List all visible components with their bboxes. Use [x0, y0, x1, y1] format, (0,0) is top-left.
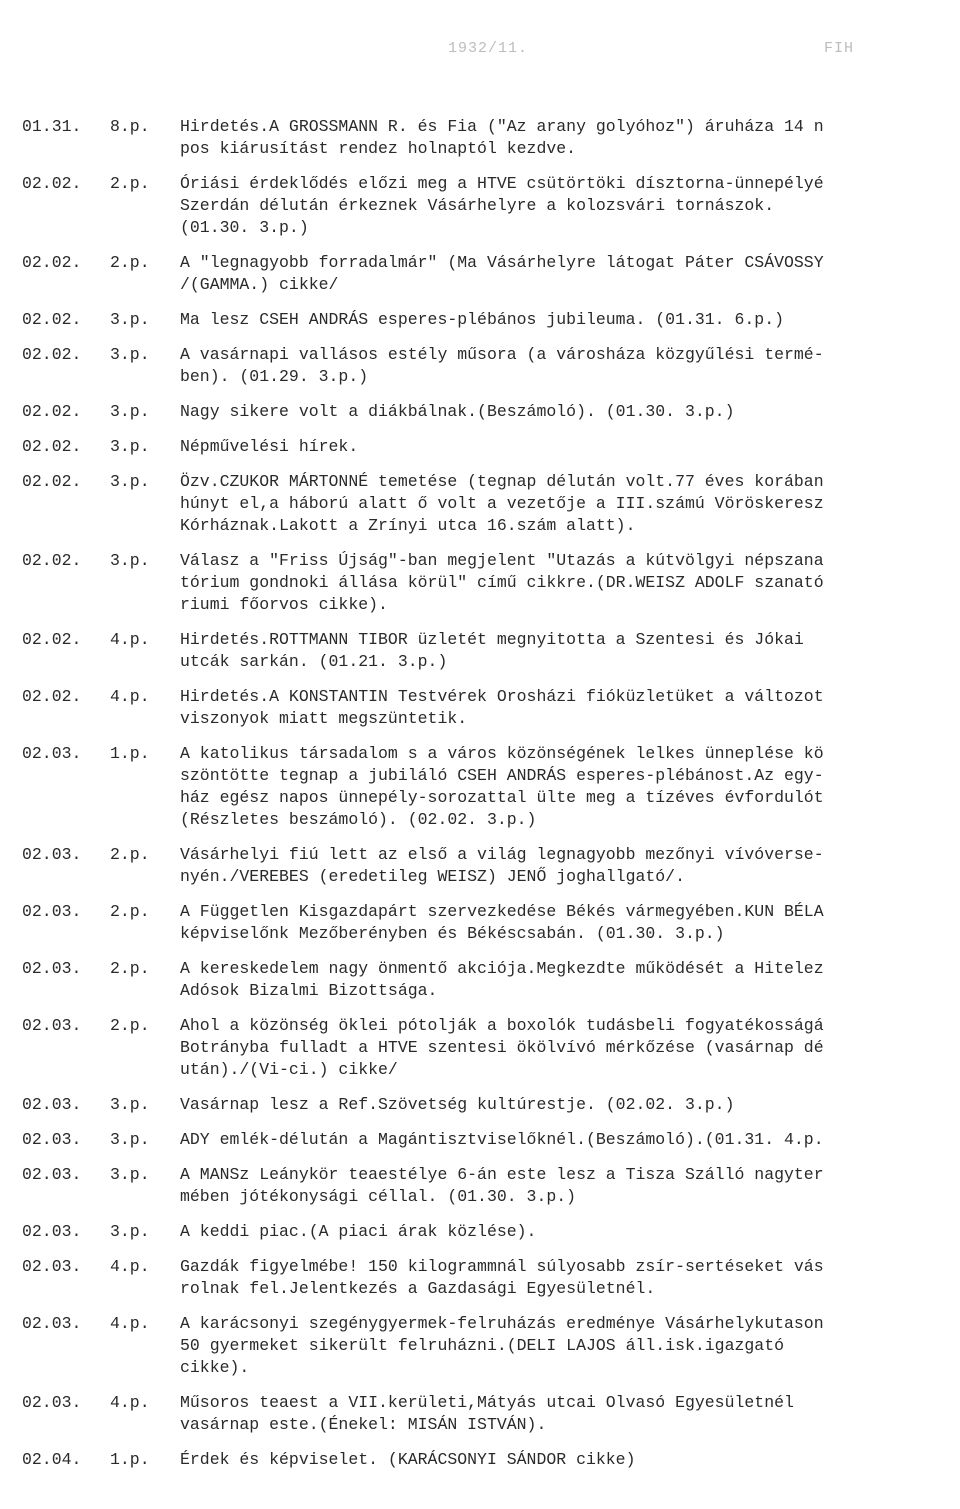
entry-page: 4.p. — [110, 1393, 150, 1412]
entry-text-line: Ma lesz CSEH ANDRÁS esperes-plébános jubileuma. (01.31. 6.p.) — [180, 310, 784, 329]
entry-date: 02.02. — [22, 174, 82, 193]
entry-date: 02.02. — [22, 310, 82, 329]
entry-text — [180, 344, 945, 388]
entry-row — [22, 1449, 952, 1471]
entry-text-line: Népművelési hírek. — [180, 437, 359, 456]
entry-text-line: vasárnap este.(Énekel: MISÁN ISTVÁN). — [180, 1415, 547, 1434]
entry-row — [22, 471, 952, 537]
entry-text-line: Érdek és képviselet. (KARÁCSONYI SÁNDOR cikke) — [180, 1450, 636, 1469]
entry-text-line: szöntötte tegnap a jubiláló CSEH ANDRÁS esperes-plébánost.Az egy- — [180, 766, 824, 785]
entry-text-line: Vásárhelyi fiú lett az első a világ legnagyobb mezőnyi vívóverse- — [180, 845, 824, 864]
entry-date: 02.02. — [22, 437, 82, 456]
entry-page: 3.p. — [110, 1165, 150, 1184]
entry-row — [22, 1256, 952, 1300]
entry-date: 02.02. — [22, 402, 82, 421]
entry-text-line: 50 gyermeket sikerült felruházni.(DELI LAJOS áll.isk.igazgató — [180, 1336, 784, 1355]
entry-text — [180, 686, 945, 730]
entry-date: 02.03. — [22, 1222, 82, 1241]
entry-text — [180, 1164, 945, 1208]
entry-text-line: Nagy sikere volt a diákbálnak.(Beszámoló). (01.30. 3.p.) — [180, 402, 735, 421]
entry-row — [22, 252, 952, 296]
entry-text-line: /(GAMMA.) cikke/ — [180, 275, 339, 294]
entry-text-line: tórium gondnoki állása körül" című cikkre.(DR.WEISZ ADOLF szanató — [180, 573, 824, 592]
entry-row — [22, 1094, 952, 1116]
entry-row — [22, 958, 952, 1002]
entry-page: 2.p. — [110, 959, 150, 978]
entry-page: 3.p. — [110, 1095, 150, 1114]
entry-page: 3.p. — [110, 551, 150, 570]
entry-page: 3.p. — [110, 402, 150, 421]
entry-text — [180, 436, 945, 458]
entry-row — [22, 1221, 952, 1243]
entry-text-line: A "legnagyobb forradalmár" (Ma Vásárhelyre látogat Páter CSÁVOSSY — [180, 253, 824, 272]
entry-page: 2.p. — [110, 174, 150, 193]
entry-text-line: ben). (01.29. 3.p.) — [180, 367, 369, 386]
entry-page: 3.p. — [110, 1130, 150, 1149]
entry-text — [180, 1221, 945, 1243]
entry-date: 02.04. — [22, 1450, 82, 1469]
entry-row — [22, 344, 952, 388]
entry-row — [22, 1392, 952, 1436]
entry-text-line: ház egész napos ünnepély-sorozattal ülte meg a tízéves évfordulót — [180, 788, 824, 807]
entry-row — [22, 844, 952, 888]
entry-text-line: Özv.CZUKOR MÁRTONNÉ temetése (tegnap délután volt.77 éves korában — [180, 472, 824, 491]
entry-text-line: (01.30. 3.p.) — [180, 218, 309, 237]
entry-text-line: utcák sarkán. (01.21. 3.p.) — [180, 652, 448, 671]
entry-text-line: A MANSz Leánykör teaestélye 6-án este lesz a Tisza Szálló nagyter — [180, 1165, 824, 1184]
entry-text-line: képviselőnk Mezőberényben és Békéscsabán. (01.30. 3.p.) — [180, 924, 725, 943]
entry-text — [180, 1313, 945, 1379]
page-header — [0, 40, 960, 62]
entry-row — [22, 173, 952, 239]
entry-text-line: Válasz a "Friss Újság"-ban megjelent "Utazás a kútvölgyi népszana — [180, 551, 824, 570]
entry-text-line: cikke). — [180, 1358, 250, 1377]
entry-page: 3.p. — [110, 345, 150, 364]
entry-page: 4.p. — [110, 687, 150, 706]
entry-date: 02.03. — [22, 1314, 82, 1333]
entry-text-line: A Független Kisgazdapárt szervezkedése Békés vármegyében.KUN BÉLA — [180, 902, 824, 921]
entry-page: 4.p. — [110, 1314, 150, 1333]
entry-text-line: A katolikus társadalom s a város közönségének lelkes ünneplése kö — [180, 744, 824, 763]
entry-text-line: Óriási érdeklődés előzi meg a HTVE csütörtöki dísztorna-ünnepélyé — [180, 174, 824, 193]
entry-text — [180, 1094, 945, 1116]
entry-page: 3.p. — [110, 1222, 150, 1241]
entry-page: 4.p. — [110, 1257, 150, 1276]
entry-text — [180, 629, 945, 673]
entry-date: 01.31. — [22, 117, 82, 136]
entry-text-line: Adósok Bizalmi Bizottsága. — [180, 981, 438, 1000]
entry-row — [22, 1164, 952, 1208]
entry-row — [22, 436, 952, 458]
entry-date: 02.02. — [22, 687, 82, 706]
entry-text — [180, 1015, 945, 1081]
entry-text-line: (Részletes beszámoló). (02.02. 3.p.) — [180, 810, 537, 829]
entry-date: 02.03. — [22, 1095, 82, 1114]
entry-text-line: húnyt el,a háború alatt ő volt a vezetője a III.számú Vöröskeresz — [180, 494, 824, 513]
entry-text — [180, 252, 945, 296]
entry-text-line: viszonyok miatt megszüntetik. — [180, 709, 468, 728]
entry-text-line: ADY emlék-délután a Magántisztviselőknél.(Beszámoló).(01.31. 4.p. — [180, 1130, 824, 1149]
entry-text-line: A karácsonyi szegénygyermek-felruházás eredménye Vásárhelykutason — [180, 1314, 824, 1333]
entry-text-line: A vasárnapi vallásos estély műsora (a városháza közgyűlési termé- — [180, 345, 824, 364]
entry-text-line: mében jótékonysági céllal. (01.30. 3.p.) — [180, 1187, 577, 1206]
entry-date: 02.03. — [22, 1016, 82, 1035]
header-stamp: FIH — [824, 40, 855, 57]
entry-row — [22, 309, 952, 331]
entry-text-line: után)./(Vi-ci.) cikke/ — [180, 1060, 398, 1079]
entry-page: 3.p. — [110, 310, 150, 329]
entry-text-line: Ahol a közönség öklei pótolják a boxolók tudásbeli fogyatékosságá — [180, 1016, 824, 1035]
entry-row — [22, 686, 952, 730]
entry-text — [180, 173, 945, 239]
entry-date: 02.02. — [22, 345, 82, 364]
entry-text-line: Botrányba fulladt a HTVE szentesi ökölvívó mérkőzése (vasárnap dé — [180, 1038, 824, 1057]
entry-date: 02.02. — [22, 253, 82, 272]
entry-row — [22, 116, 952, 160]
entry-page: 2.p. — [110, 253, 150, 272]
entry-text — [180, 844, 945, 888]
entry-text — [180, 116, 945, 160]
entry-text — [180, 1392, 945, 1436]
entry-text — [180, 901, 945, 945]
entry-row — [22, 629, 952, 673]
entry-date: 02.03. — [22, 1393, 82, 1412]
entry-page: 2.p. — [110, 845, 150, 864]
entry-row — [22, 743, 952, 831]
entry-text — [180, 1256, 945, 1300]
entry-text — [180, 471, 945, 537]
entry-text-line: Hirdetés.ROTTMANN TIBOR üzletét megnyitotta a Szentesi és Jókai — [180, 630, 804, 649]
entry-date: 02.02. — [22, 472, 82, 491]
entry-text — [180, 309, 945, 331]
entry-text — [180, 550, 945, 616]
entry-text-line: Hirdetés.A GROSSMANN R. és Fia ("Az arany golyóhoz") áruháza 14 n — [180, 117, 824, 136]
entry-date: 02.03. — [22, 902, 82, 921]
entry-page: 4.p. — [110, 630, 150, 649]
entry-text-line: A kereskedelem nagy önmentő akciója.Megkezdte működését a Hitelez — [180, 959, 824, 978]
entry-page: 3.p. — [110, 472, 150, 491]
entry-text-line: Kórháznak.Lakott a Zrínyi utca 16.szám alatt). — [180, 516, 636, 535]
entry-text-line: A keddi piac.(A piaci árak közlése). — [180, 1222, 537, 1241]
entry-text-line: rolnak fel.Jelentkezés a Gazdasági Egyesületnél. — [180, 1279, 656, 1298]
entry-row — [22, 401, 952, 423]
entry-date: 02.03. — [22, 845, 82, 864]
entry-list — [22, 116, 952, 1484]
entry-text-line: Vasárnap lesz a Ref.Szövetség kultúrestje. (02.02. 3.p.) — [180, 1095, 735, 1114]
entry-text-line: Szerdán délután érkeznek Vásárhelyre a kolozsvári tornászok. — [180, 196, 775, 215]
entry-text-line: Gazdák figyelmébe! 150 kilogrammnál súlyosabb zsír-sertéseket vás — [180, 1257, 824, 1276]
entry-text-line: Műsoros teaest a VII.kerületi,Mátyás utcai Olvasó Egyesületnél — [180, 1393, 794, 1412]
entry-date: 02.03. — [22, 744, 82, 763]
entry-text — [180, 958, 945, 1002]
header-reference: 1932/11. — [448, 40, 529, 57]
entry-date: 02.02. — [22, 551, 82, 570]
entry-page: 2.p. — [110, 1016, 150, 1035]
entry-text — [180, 743, 945, 831]
entry-page: 3.p. — [110, 437, 150, 456]
entry-row — [22, 550, 952, 616]
entry-date: 02.02. — [22, 630, 82, 649]
entry-row — [22, 1015, 952, 1081]
entry-date: 02.03. — [22, 1165, 82, 1184]
entry-text-line: nyén./VEREBES (eredetileg WEISZ) JENŐ joghallgató/. — [180, 867, 685, 886]
entry-date: 02.03. — [22, 959, 82, 978]
entry-page: 8.p. — [110, 117, 150, 136]
entry-page: 1.p. — [110, 1450, 150, 1469]
entry-text-line: Hirdetés.A KONSTANTIN Testvérek Orosházi fióküzletüket a változot — [180, 687, 824, 706]
entry-row — [22, 901, 952, 945]
entry-text — [180, 1129, 945, 1151]
entry-page: 1.p. — [110, 744, 150, 763]
entry-date: 02.03. — [22, 1130, 82, 1149]
entry-row — [22, 1129, 952, 1151]
entry-row — [22, 1313, 952, 1379]
entry-text — [180, 1449, 945, 1471]
entry-text-line: riumi főorvos cikke). — [180, 595, 388, 614]
entry-text-line: pos kiárusítást rendez holnaptól kezdve. — [180, 139, 577, 158]
entry-text — [180, 401, 945, 423]
entry-page: 2.p. — [110, 902, 150, 921]
entry-date: 02.03. — [22, 1257, 82, 1276]
